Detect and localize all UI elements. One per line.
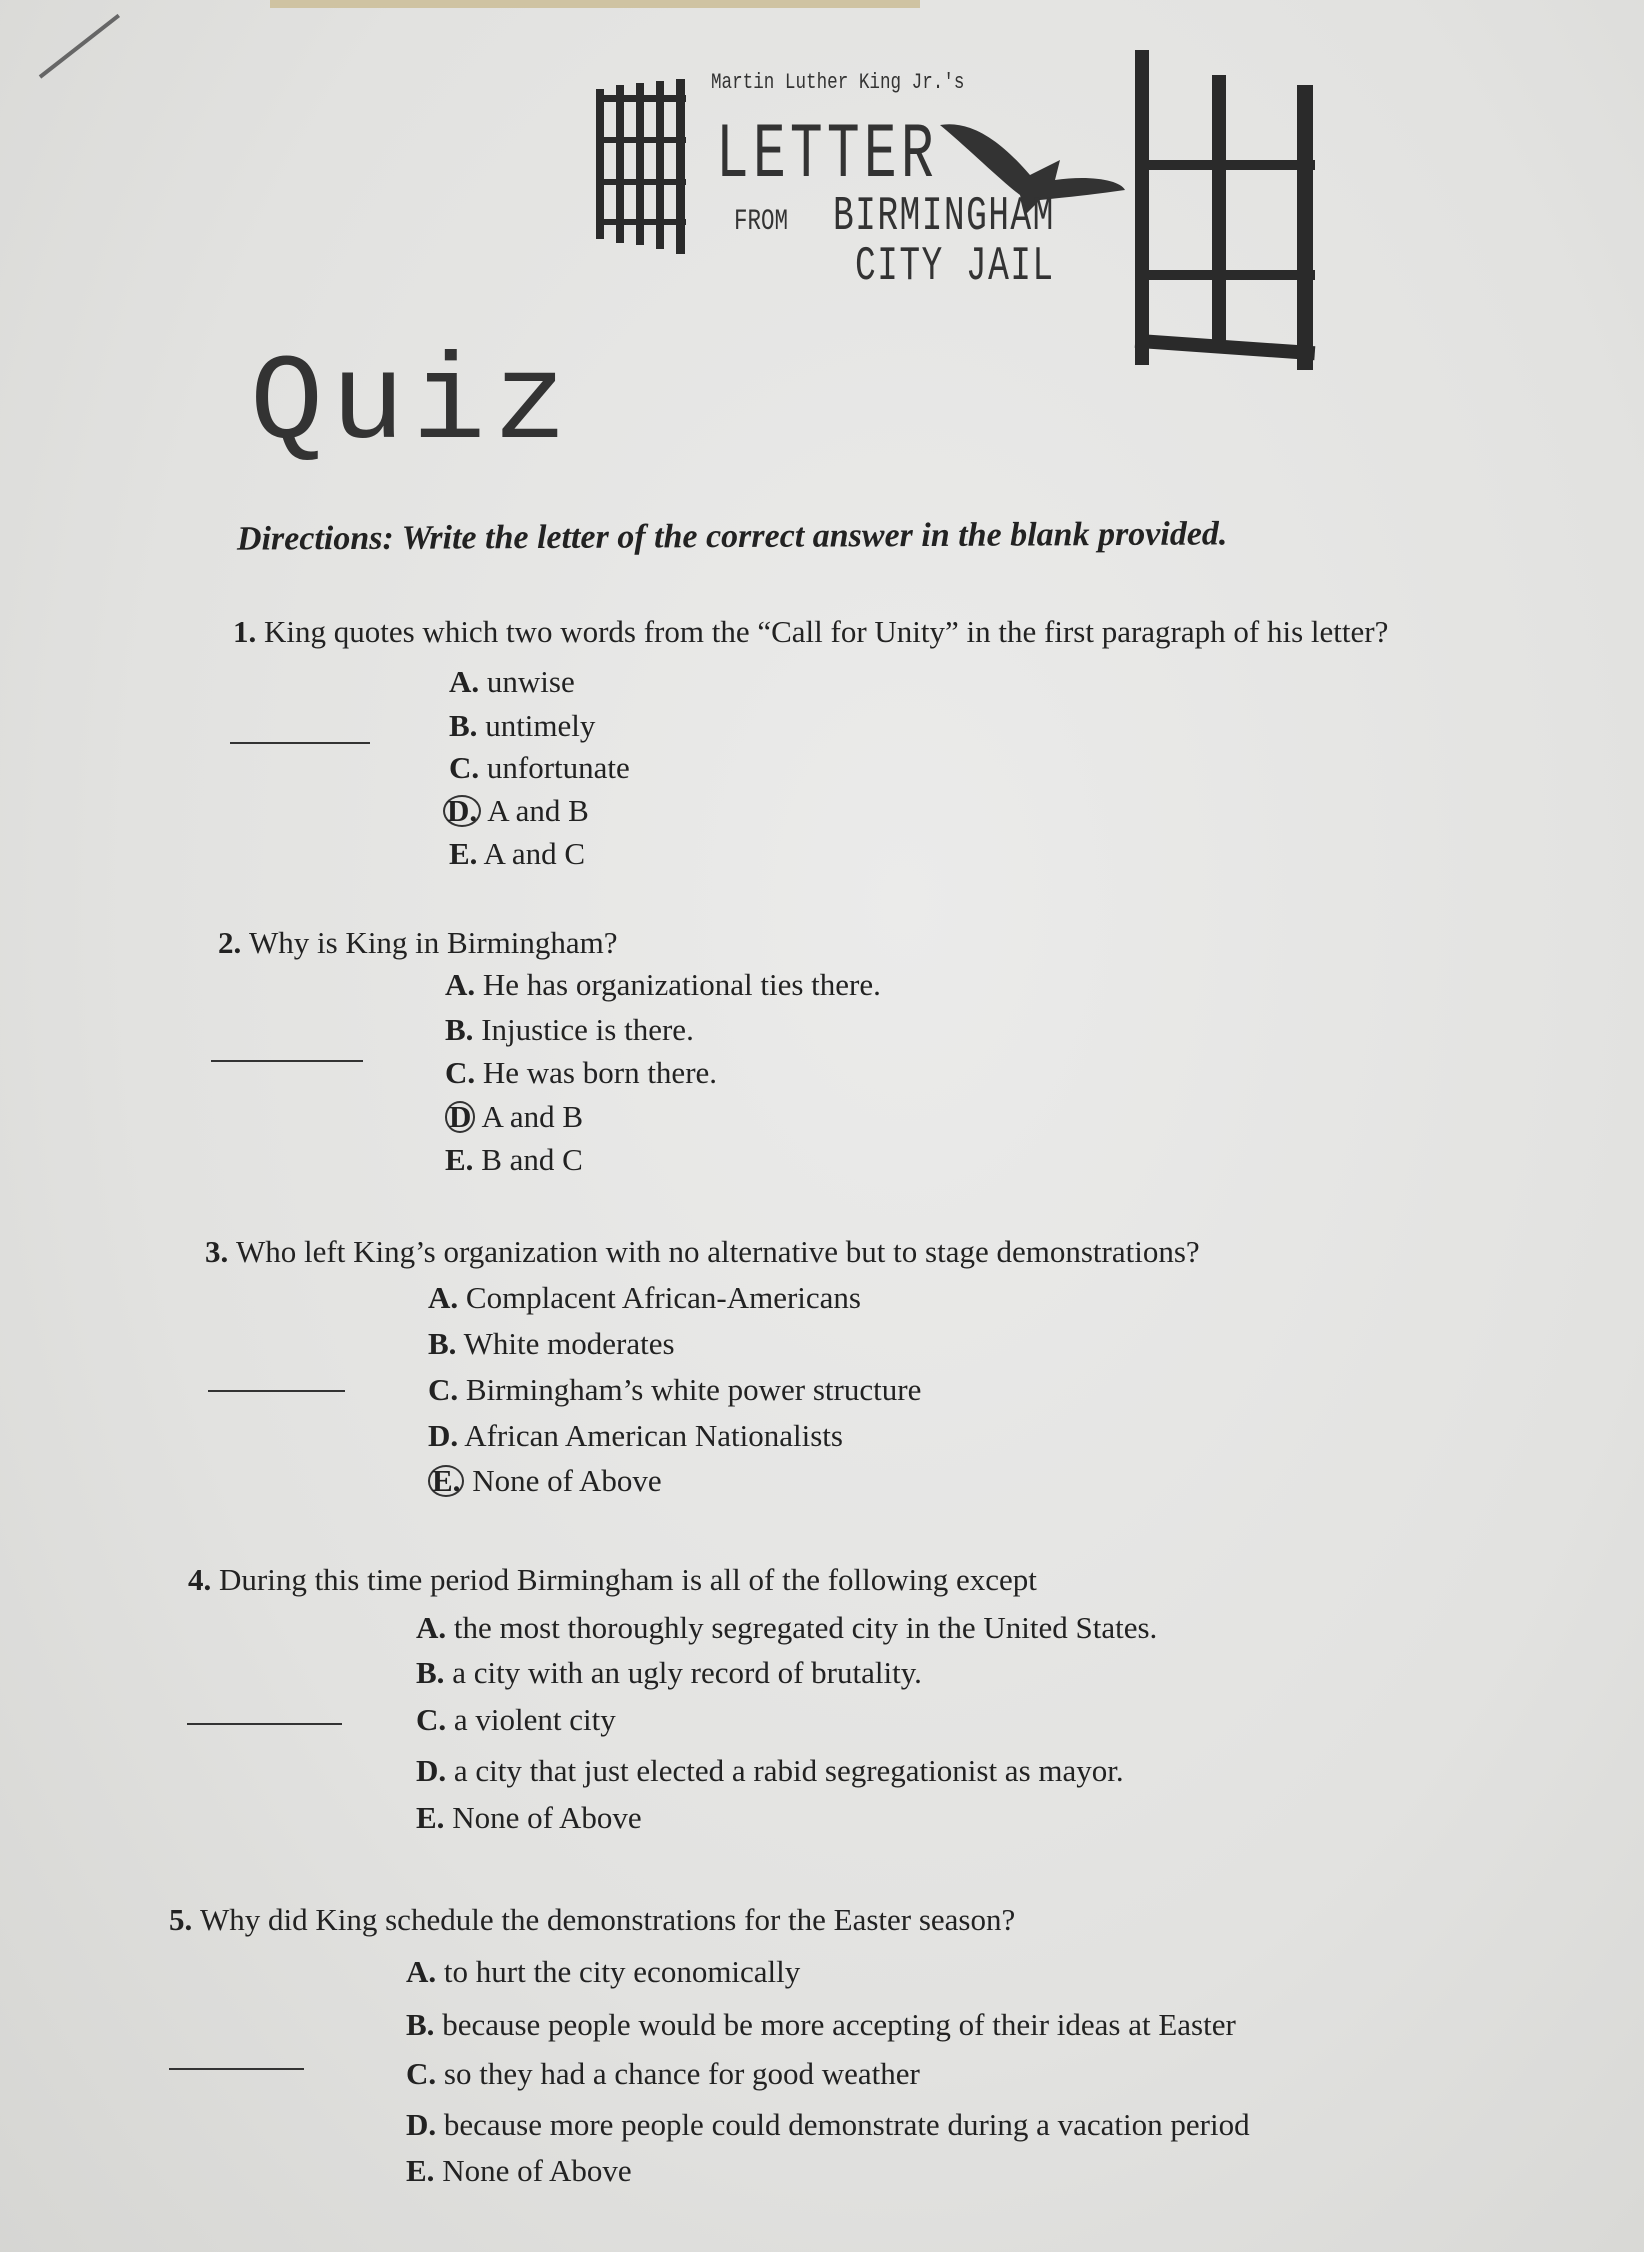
answer-option	[445, 1055, 717, 1091]
answer-option	[416, 1702, 616, 1738]
answer-option	[406, 1954, 800, 1990]
option-letter: D.	[428, 1418, 459, 1453]
answer-option	[449, 664, 575, 700]
option-text: B and C	[481, 1142, 583, 1177]
option-text: a city that just elected a rabid segregationist as mayor.	[453, 1753, 1124, 1788]
option-text: untimely	[485, 708, 596, 743]
answer-option	[416, 1610, 1157, 1646]
answer-option	[428, 1418, 843, 1454]
option-text: He has organizational ties there.	[482, 967, 881, 1002]
answer-option	[428, 1463, 662, 1499]
answer-option	[443, 793, 589, 829]
option-text: A and B	[481, 1099, 584, 1134]
circled-option-letter: D	[445, 1101, 475, 1133]
option-letter: B.	[445, 1012, 474, 1047]
option-letter: E.	[445, 1142, 474, 1177]
question-number: 1.	[233, 614, 257, 649]
option-text: None of Above	[472, 1463, 662, 1498]
option-letter: A.	[416, 1610, 447, 1645]
question-number: 4.	[188, 1562, 212, 1597]
option-letter: A.	[428, 1280, 459, 1315]
answer-option	[449, 708, 595, 744]
answer-option	[445, 1012, 694, 1048]
circled-option-letter: D.	[443, 795, 481, 827]
tape-strip	[270, 0, 920, 8]
question-1	[233, 614, 1388, 650]
option-letter: A.	[449, 664, 480, 699]
option-letter: E.	[406, 2153, 435, 2188]
header-city-jail: CITY JAIL	[855, 240, 1055, 294]
option-text: A and B	[487, 793, 589, 828]
option-text: because people would be more accepting of their ideas at Easter	[442, 2007, 1236, 2042]
option-text: a city with an ugly record of brutality.	[452, 1655, 922, 1690]
option-text: because more people could demonstrate during a vacation period	[443, 2107, 1250, 2142]
quiz-title: Quiz	[250, 335, 575, 474]
question-text: Why did King schedule the demonstrations for the Easter season?	[200, 1902, 1016, 1937]
question-3	[205, 1234, 1200, 1270]
option-text: A and C	[483, 836, 586, 871]
question-text: King quotes which two words from the “Call for Unity” in the first paragraph of his letter?	[264, 614, 1389, 649]
question-number: 2.	[218, 925, 242, 960]
question-text: During this time period Birmingham is all of the following except	[219, 1562, 1037, 1597]
jail-bars-icon	[596, 79, 688, 259]
answer-option	[445, 967, 881, 1003]
option-text: African American Nationalists	[464, 1418, 843, 1453]
option-letter: C.	[445, 1055, 476, 1090]
option-letter: E.	[416, 1800, 445, 1835]
answer-option	[406, 2153, 632, 2189]
answer-blank[interactable]	[208, 1390, 345, 1392]
answer-blank[interactable]	[187, 1723, 342, 1725]
answer-option	[416, 1753, 1124, 1789]
option-letter: A.	[406, 1954, 437, 1989]
answer-option	[445, 1099, 583, 1135]
option-letter: B.	[428, 1326, 457, 1361]
option-text: the most thoroughly segregated city in the United States.	[453, 1610, 1158, 1645]
answer-blank[interactable]	[230, 742, 370, 744]
question-2	[218, 925, 618, 961]
answer-blank[interactable]	[211, 1060, 363, 1062]
option-letter: C.	[406, 2056, 437, 2091]
answer-option	[416, 1800, 642, 1836]
header-from: FROM	[734, 205, 789, 239]
question-5	[169, 1902, 1015, 1938]
answer-option	[428, 1372, 921, 1408]
answer-option	[406, 2056, 920, 2092]
header-birmingham: BIRMINGHAM	[833, 190, 1055, 244]
option-letter: C.	[428, 1372, 459, 1407]
option-letter: E.	[449, 836, 478, 871]
option-letter: C.	[416, 1702, 447, 1737]
option-letter: C.	[449, 750, 480, 785]
answer-option	[406, 2007, 1236, 2043]
option-letter: B.	[406, 2007, 435, 2042]
answer-blank[interactable]	[169, 2068, 304, 2070]
header-letter: LETTER	[716, 112, 938, 200]
option-text: to hurt the city economically	[443, 1954, 801, 1989]
answer-option	[449, 836, 585, 872]
answer-option	[445, 1142, 583, 1178]
answer-option	[428, 1280, 861, 1316]
question-text: Who left King’s organization with no alternative but to stage demonstrations?	[236, 1234, 1200, 1269]
answer-option	[428, 1326, 675, 1362]
directions: Directions: Write the letter of the correct answer in the blank provided.	[236, 515, 1228, 558]
option-text: Complacent African-Americans	[465, 1280, 861, 1315]
circled-option-letter: E.	[428, 1465, 464, 1497]
option-text: He was born there.	[482, 1055, 718, 1090]
pencil-mark	[39, 14, 120, 79]
option-text: so they had a chance for good weather	[443, 2056, 920, 2091]
option-text: Birmingham’s white power structure	[465, 1372, 922, 1407]
question-text: Why is King in Birmingham?	[249, 925, 618, 960]
answer-option	[416, 1655, 922, 1691]
window-icon	[1127, 50, 1319, 370]
question-number: 5.	[169, 1902, 193, 1937]
question-4	[188, 1562, 1037, 1598]
answer-option	[406, 2107, 1250, 2143]
option-text: None of Above	[452, 1800, 642, 1835]
option-letter: A.	[445, 967, 476, 1002]
option-text: Injustice is there.	[481, 1012, 694, 1047]
option-letter: D.	[406, 2107, 437, 2142]
option-letter: B.	[449, 708, 478, 743]
header-subtitle: Martin Luther King Jr.'s	[711, 70, 965, 95]
question-number: 3.	[205, 1234, 229, 1269]
answer-option	[449, 750, 630, 786]
option-text: unfortunate	[486, 750, 630, 785]
option-text: White moderates	[463, 1326, 675, 1361]
option-letter: D.	[416, 1753, 447, 1788]
option-text: unwise	[486, 664, 575, 699]
option-letter: B.	[416, 1655, 445, 1690]
option-text: a violent city	[453, 1702, 616, 1737]
option-text: None of Above	[442, 2153, 632, 2188]
